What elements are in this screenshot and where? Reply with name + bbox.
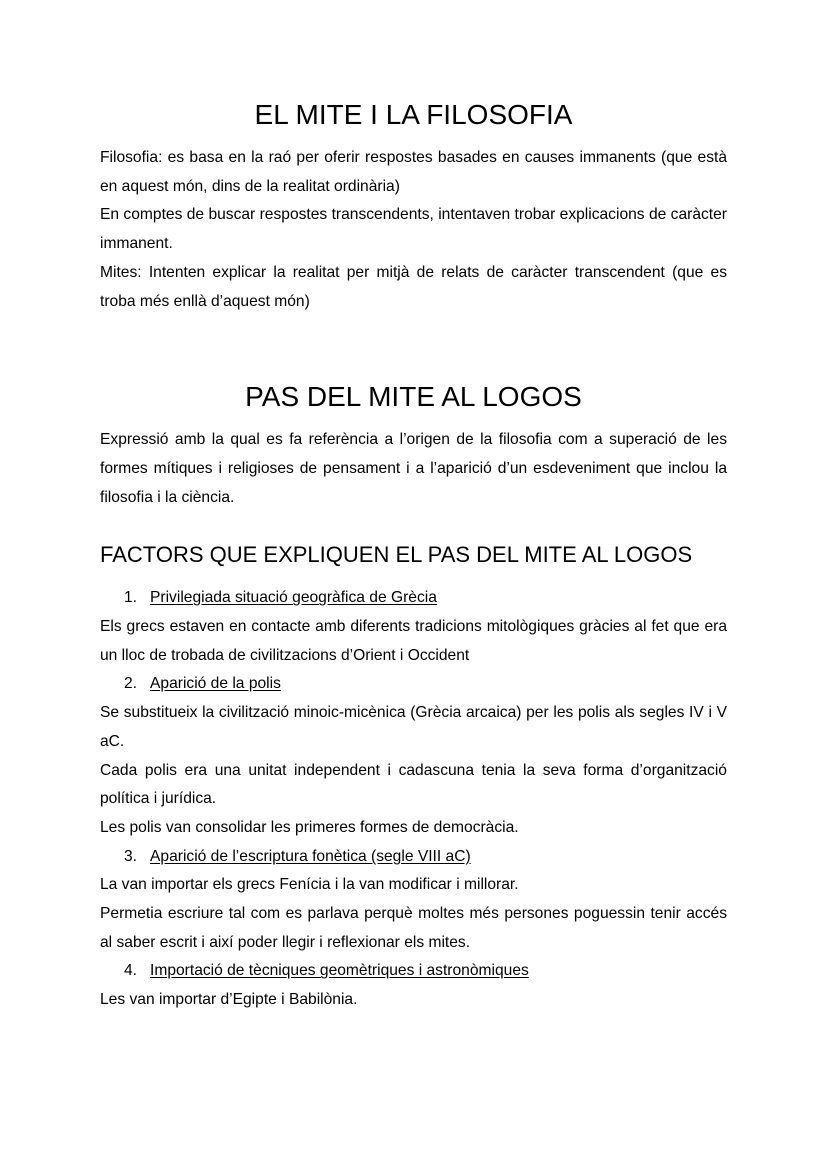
- factor-heading-2: [100, 670, 727, 699]
- paragraph-expressio: Expressió amb la qual es fa referència a l’origen de la filosofia com a superació de les formes mítiques i religioses de pensament i a l’aparició d’un esdeveniment que inclou la filosofia i la ciència.: [100, 431, 727, 506]
- factor-3-paragraph: Permetia escriure tal com es parlava perquè moltes més persones poguessin tenir accés al saber escrit i així poder llegir i reflexionar els mites.: [100, 905, 727, 951]
- factors-list: [100, 584, 727, 1015]
- paragraph-mites: Mites: Intenten explicar la realitat per mitjà de relats de caràcter transcendent (que es troba més enllà d’aquest món): [100, 263, 727, 310]
- section-body-mite-filosofia: [100, 144, 727, 316]
- factor-number: 2.: [124, 675, 138, 693]
- section-title-factors: FACTORS QUE EXPLIQUEN EL PAS DEL MITE AL LOGOS: [100, 542, 693, 568]
- factor-number: 3.: [124, 847, 138, 865]
- document-page: [100, 0, 727, 1015]
- factor-1-paragraph: Els grecs estaven en contacte amb diferents tradicions mitològiques gràcies al fet que era un lloc de trobada de civilitzacions d’Orient i Occident: [100, 618, 727, 664]
- section-title-mite-filosofia: EL MITE I LA FILOSOFIA: [254, 99, 573, 130]
- factor-label: Aparició de la polis: [150, 675, 281, 693]
- factor-3-paragraph: La van importar els grecs Fenícia i la van modificar i millorar.: [100, 876, 519, 894]
- factor-heading-4: [100, 957, 727, 986]
- section-body-pas-mite-logos: [100, 426, 727, 512]
- factor-label: Aparició de l’escriptura fonètica (segle VIII aC): [150, 847, 471, 865]
- section-title-pas-mite-logos: PAS DEL MITE AL LOGOS: [245, 381, 582, 413]
- factor-number: 4.: [124, 962, 138, 980]
- factor-2-paragraph: Cada polis era una unitat independent i cadascuna tenia la seva forma d’organització política i jurídica.: [100, 761, 727, 808]
- factor-label: Privilegiada situació geogràfica de Grècia: [150, 589, 437, 607]
- factor-number: 1.: [124, 589, 138, 607]
- factor-4-paragraph: Les van importar d’Egipte i Babilònia.: [100, 991, 358, 1009]
- factor-label: Importació de tècniques geomètriques i astronòmiques: [150, 962, 529, 980]
- factor-heading-3: [100, 843, 727, 872]
- factor-2-paragraph: Les polis van consolidar les primeres formes de democràcia.: [100, 818, 519, 836]
- paragraph-explicacions: En comptes de buscar respostes transcendents, intentaven trobar explicacions de caràcter immanent.: [100, 206, 727, 253]
- factor-heading-1: [100, 584, 727, 613]
- factor-2-paragraph: Se substitueix la civilització minoic-micènica (Grècia arcaica) per les polis als segles IV i V aC.: [100, 704, 727, 750]
- paragraph-filosofia: Filosofia: es basa en la raó per oferir respostes basades en causes immanents (que està en aquest món, dins de la realitat ordinària): [100, 149, 727, 195]
